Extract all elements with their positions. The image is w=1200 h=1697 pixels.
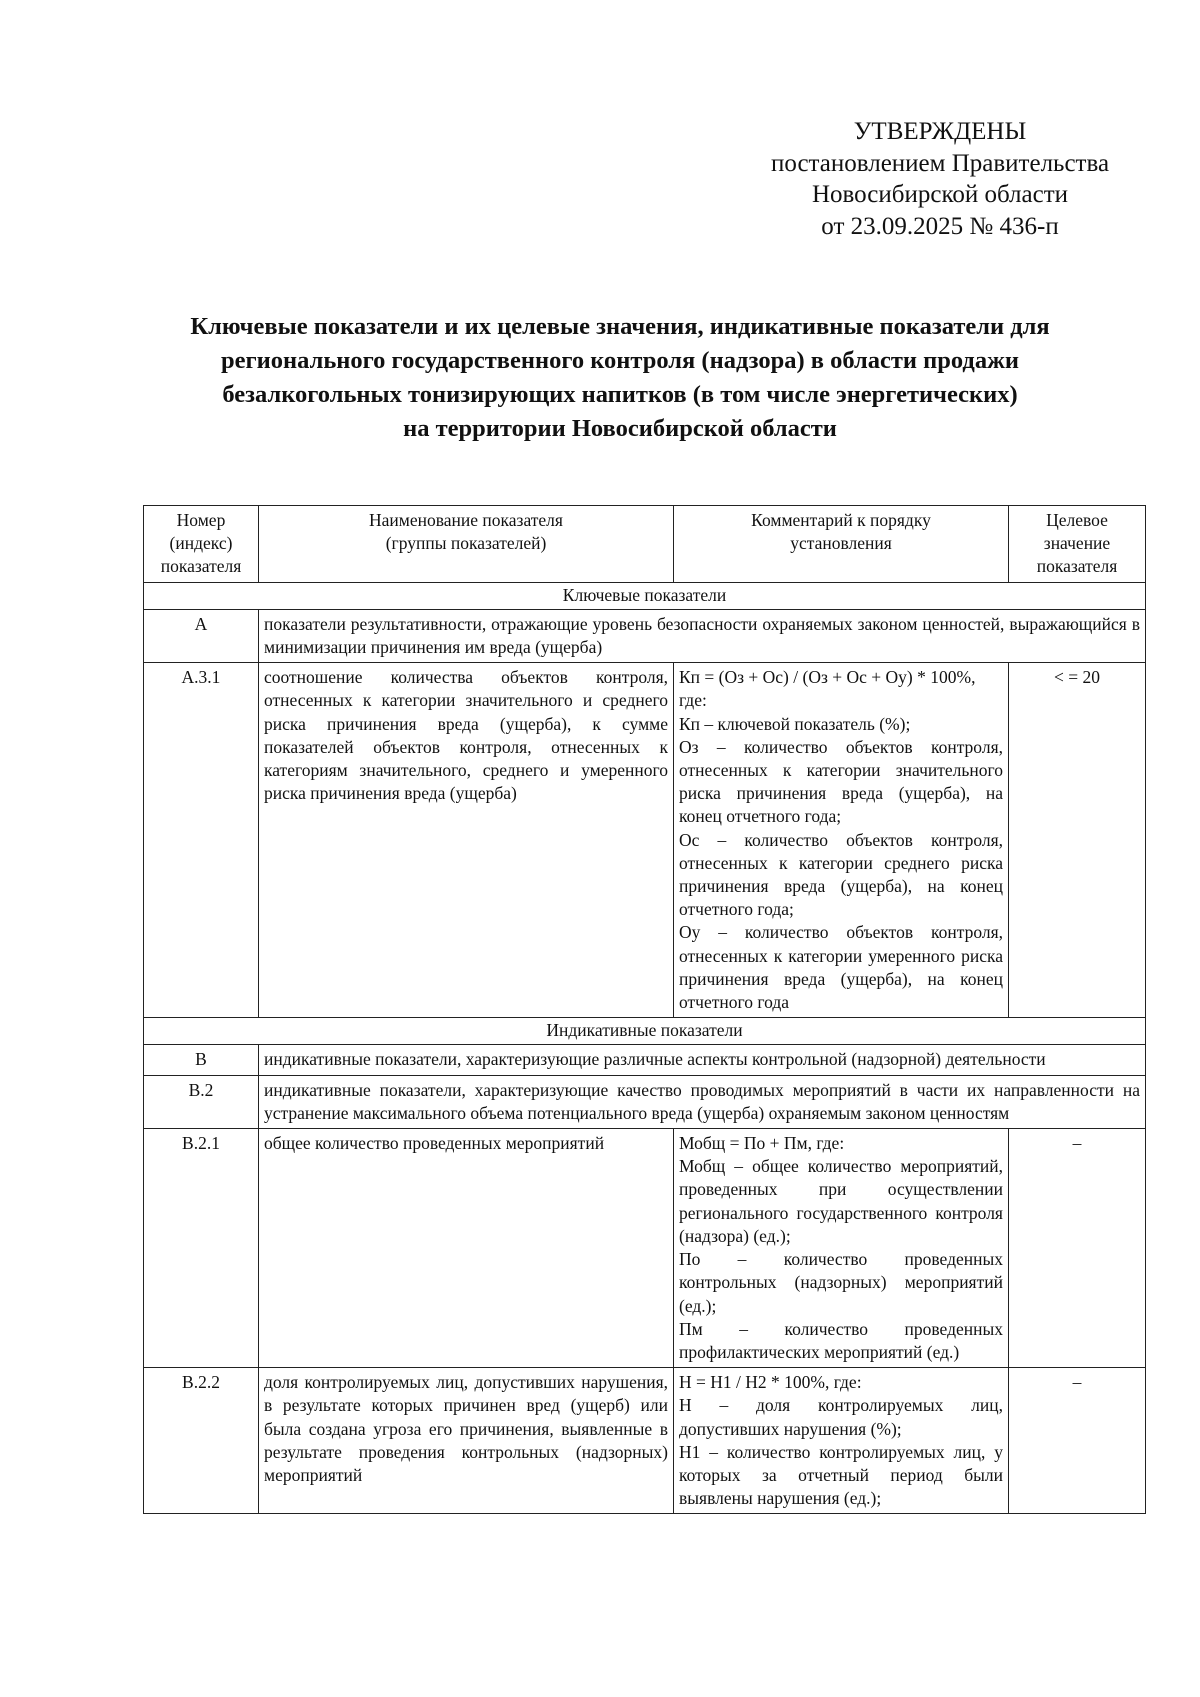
- approval-line-3: Новосибирской области: [811, 181, 1069, 208]
- table-row: [144, 1045, 1146, 1075]
- row-group-text: индикативные показатели, характеризующие различные аспекты контрольной (надзорной) деятельности: [259, 1045, 1146, 1075]
- row-target: –: [1009, 1368, 1146, 1514]
- comment-line: Оу – количество объектов контроля, отнесенных к категории умеренного риска причинения вреда (ущерба), на конец отчетного года: [679, 922, 1003, 1013]
- row-index: В: [144, 1045, 259, 1075]
- comment-line: Мобщ = По + Пм, где:: [679, 1133, 845, 1154]
- row-indicator-name: доля контролируемых лиц, допустивших нарушения, в результате которых причинен вред (ущерб) или была создана угроза его причинения, выявленные в результате проведения контрольных (надзорных) мероприятий: [259, 1368, 674, 1514]
- document-title: [100, 310, 1140, 446]
- comment-line: Кп – ключевой показатель (%);: [679, 713, 911, 734]
- comment-line: Оз – количество объектов контроля, отнесенных к категории значительного риска причинения вреда (ущерба), на конец отчетного года;: [679, 736, 1003, 827]
- row-index: В.2: [144, 1075, 259, 1128]
- header-number-line-3: показателя: [160, 556, 242, 577]
- comment-line: Н – доля контролируемых лиц, допустивших нарушения (%);: [679, 1395, 1003, 1439]
- row-index: А: [144, 609, 259, 662]
- row-target: –: [1009, 1129, 1146, 1368]
- table-row: [144, 1129, 1146, 1368]
- approval-line-2: постановлением Правительства: [770, 149, 1110, 177]
- table-row: [144, 1368, 1146, 1514]
- comment-line: Ос – количество объектов контроля, отнесенных к категории среднего риска причинения вреда (ущерба), на конец отчетного года;: [679, 829, 1003, 920]
- row-index: В.2.2: [144, 1368, 259, 1514]
- row-index: А.3.1: [144, 663, 259, 1018]
- header-name-line-1: Наименование показателя: [369, 510, 563, 530]
- header-comment-line-2: установления: [790, 533, 892, 554]
- header-target-line-3: показателя: [1036, 556, 1118, 577]
- header-comment: [674, 506, 1009, 583]
- approval-line-1: УТВЕРЖДЕНЫ: [853, 118, 1027, 145]
- row-target: < = 20: [1009, 663, 1146, 1018]
- table-row: [144, 609, 1146, 662]
- comment-line: Н = Н1 / Н2 * 100%, где:: [679, 1372, 862, 1393]
- row-indicator-name: общее количество проведенных мероприятий: [259, 1129, 674, 1368]
- section-indicative-label: Индикативные показатели: [144, 1018, 1146, 1045]
- title-line-2: регионального государственного контроля (надзора) в области продажи: [221, 347, 1019, 374]
- title-line-1: Ключевые показатели и их целевые значения, индикативные показатели для: [190, 313, 1050, 340]
- header-comment-line-1: Комментарий к порядку: [751, 510, 931, 530]
- comment-line: По – количество проведенных контрольных (надзорных) мероприятий (ед.);: [679, 1249, 1003, 1316]
- section-key-label: Ключевые показатели: [144, 582, 1146, 609]
- header-target-line-2: значение: [1043, 533, 1111, 554]
- row-index: В.2.1: [144, 1129, 259, 1368]
- header-name: [259, 506, 674, 583]
- table-row: [144, 1075, 1146, 1128]
- header-number: [144, 506, 259, 583]
- table-row: [144, 663, 1146, 1018]
- header-name-line-2: (группы показателей): [385, 533, 547, 554]
- row-group-text: показатели результативности, отражающие уровень безопасности охраняемых законом ценностей, выражающийся в минимизации причинения им вреда (ущерба): [259, 609, 1146, 662]
- row-comment: [674, 1368, 1009, 1514]
- row-indicator-name: соотношение количества объектов контроля, отнесенных к категории значительного и среднего риска причинения вреда (ущерба), к сумме показателей объектов контроля, отнесенных к категориям значительного, среднего и умеренного риска причинения вреда (ущерба): [259, 663, 674, 1018]
- header-number-line-1: Номер: [176, 510, 226, 530]
- title-line-3: безалкогольных тонизирующих напитков (в том числе энергетических): [222, 381, 1018, 408]
- header-number-line-2: (индекс): [169, 533, 233, 554]
- comment-line: Кп = (Оз + Ос) / (Оз + Ос + Оу) * 100%, где:: [679, 667, 976, 711]
- row-comment: [674, 663, 1009, 1018]
- header-target: [1009, 506, 1146, 583]
- approval-line-4: от 23.09.2025 № 436-п: [821, 212, 1059, 240]
- section-row-key: [144, 582, 1146, 609]
- table-header-row: [144, 506, 1146, 583]
- title-line-4: на территории Новосибирской области: [403, 415, 837, 442]
- indicators-table: [143, 505, 1146, 1514]
- row-comment: [674, 1129, 1009, 1368]
- header-target-line-1: Целевое: [1046, 510, 1108, 530]
- approval-stamp: [740, 116, 1140, 242]
- comment-line: Мобщ – общее количество мероприятий, проведенных при осуществлении регионального государственного контроля (надзора) (ед.);: [679, 1156, 1003, 1246]
- row-group-text: индикативные показатели, характеризующие качество проводимых мероприятий в части их направленности на устранение максимального объема потенциального вреда (ущерба) охраняемым законом ценностям: [259, 1075, 1146, 1128]
- comment-line: Н1 – количество контролируемых лиц, у которых за отчетный период были выявлены нарушения (ед.);: [679, 1441, 1003, 1509]
- section-row-indicative: [144, 1018, 1146, 1045]
- comment-line: Пм – количество проведенных профилактических мероприятий (ед.): [679, 1318, 1003, 1362]
